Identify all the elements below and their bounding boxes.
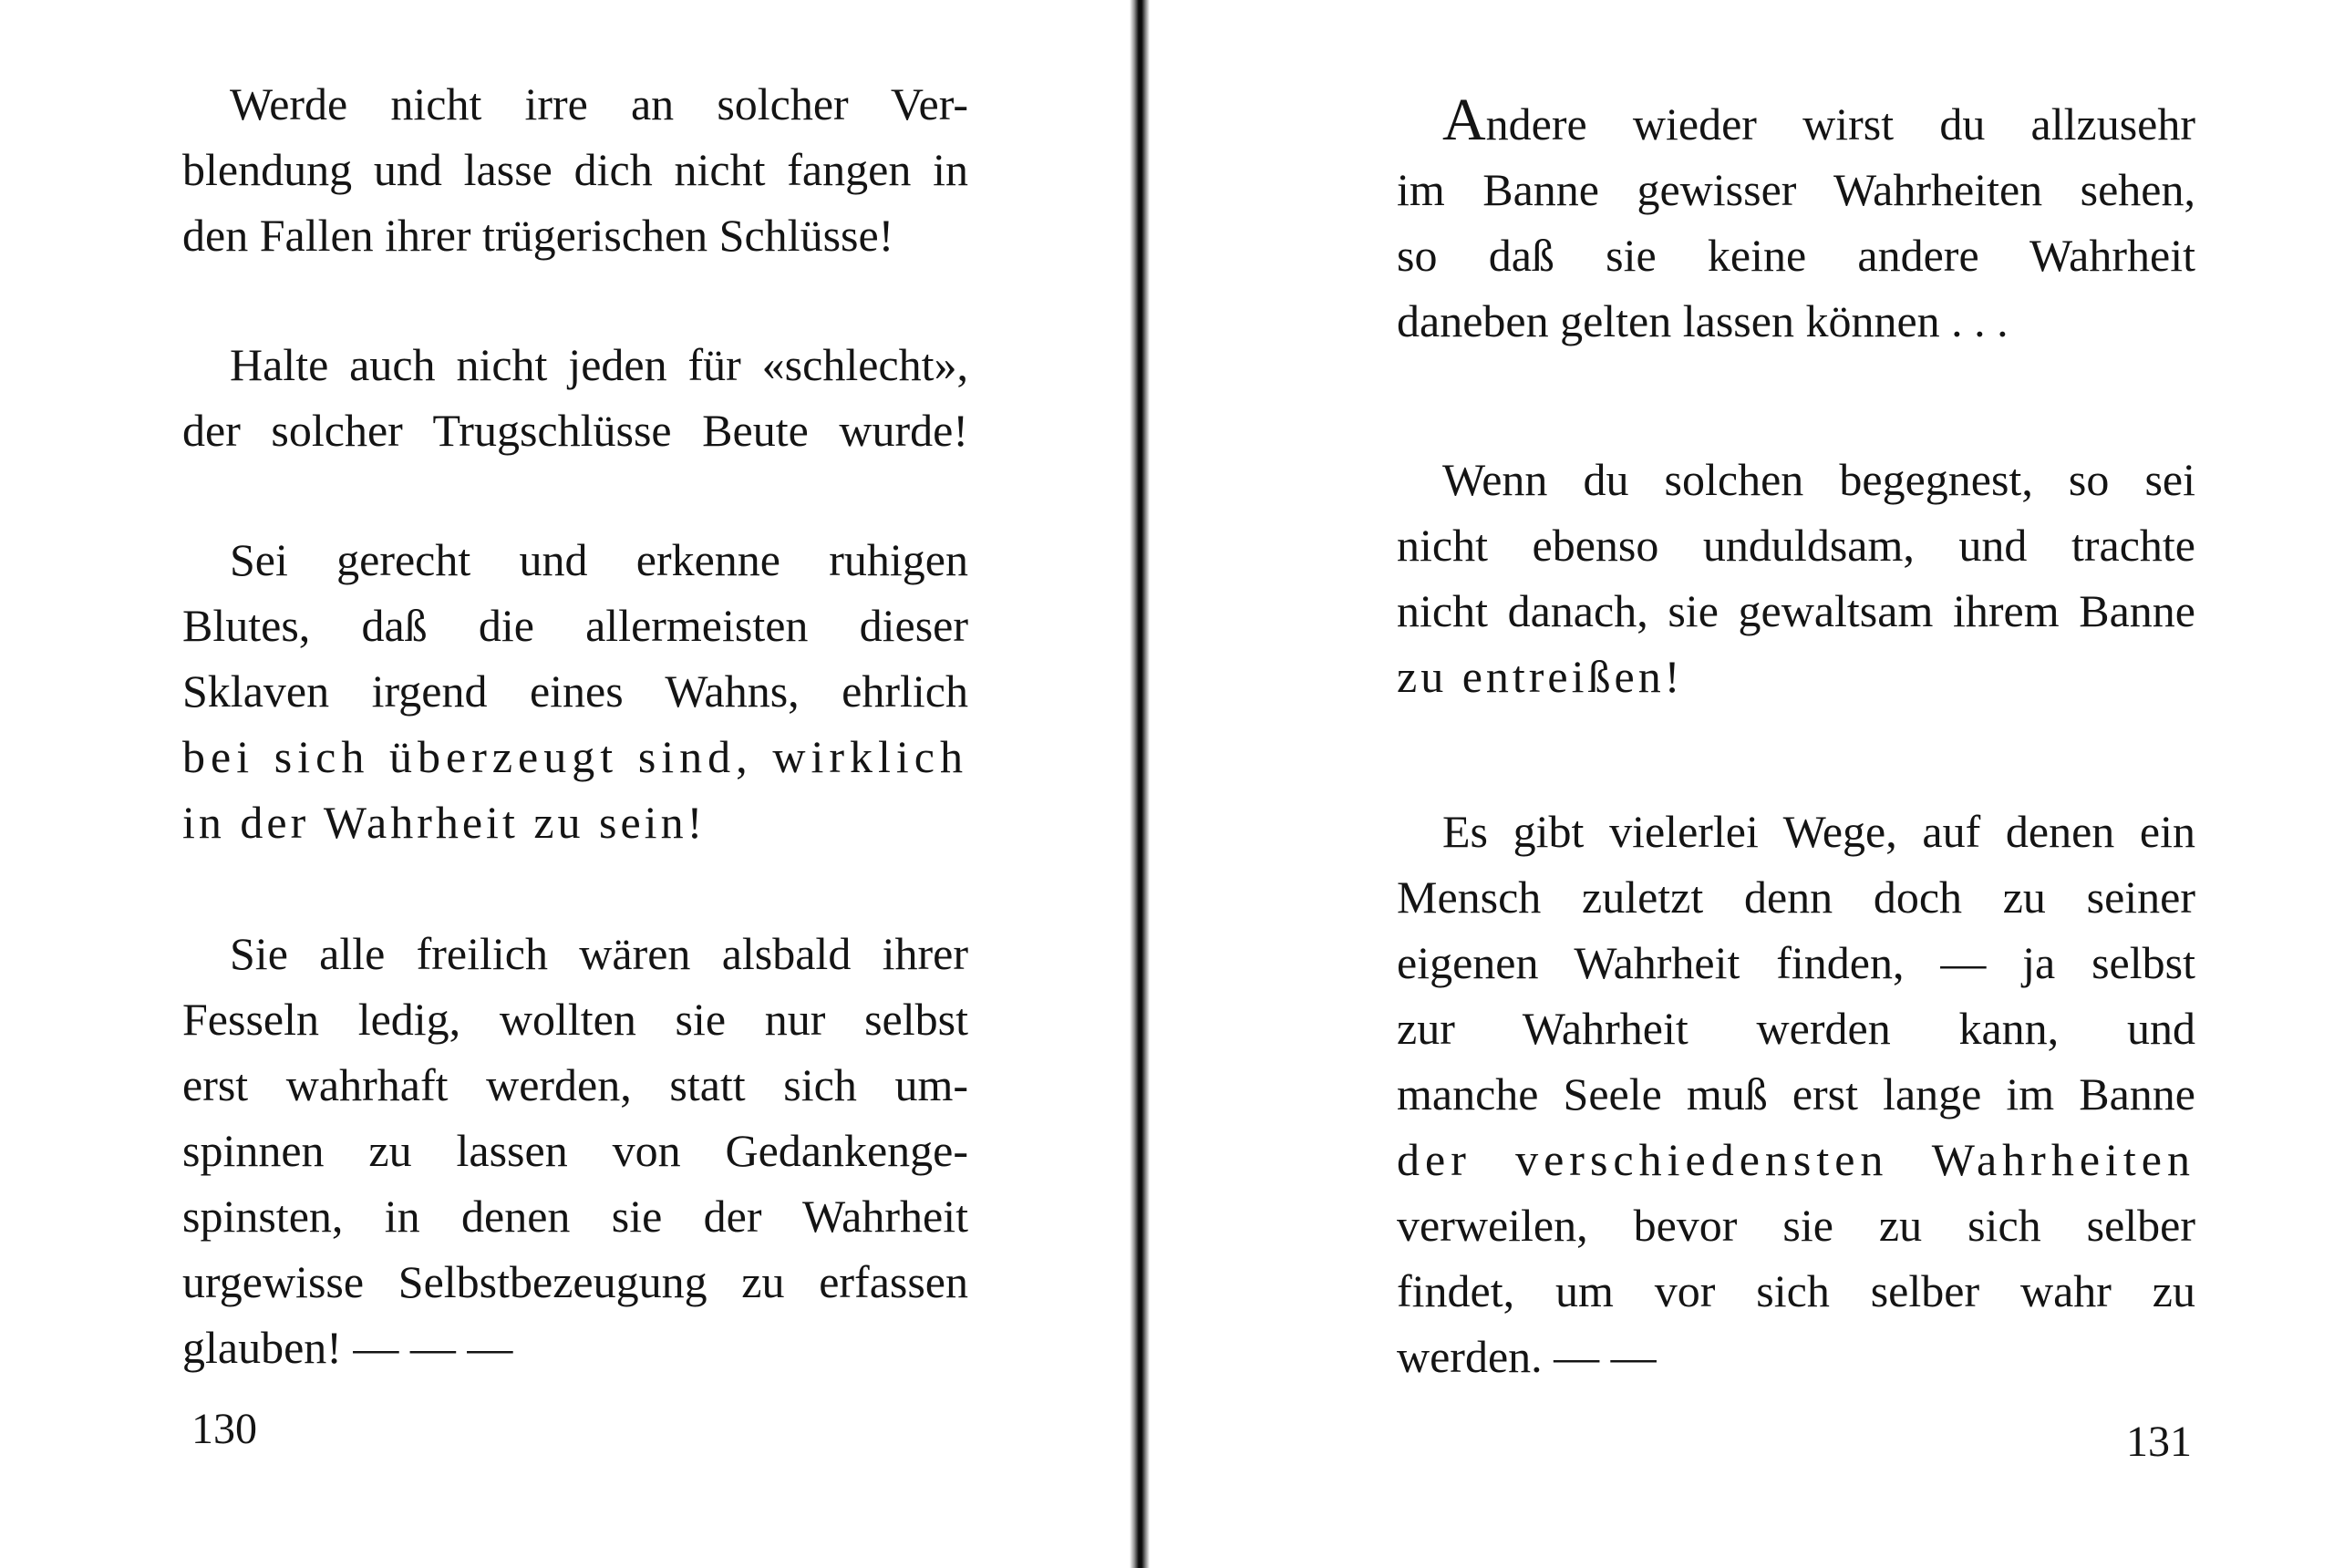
text-line: Werde nicht irre an solcher Ver- xyxy=(230,78,968,129)
text-line: Sei gerecht und erkenne ruhigen xyxy=(230,534,968,585)
text-line: der verschiedensten Wahrheiten xyxy=(1397,1134,2195,1185)
text-line: manche Seele muß erst lange im Banne xyxy=(1397,1068,2195,1119)
text-line: so daß sie keine andere Wahrheit xyxy=(1397,230,2195,281)
text-line: werden. — — xyxy=(1397,1331,1657,1382)
text-line: findet, um vor sich selber wahr zu xyxy=(1397,1265,2195,1316)
text-line: den Fallen ihrer trügerischen Schlüsse! xyxy=(182,210,894,261)
text-line xyxy=(1442,87,2195,157)
text-line: spinnen zu lassen von Gedankenge- xyxy=(182,1125,968,1176)
page-number-left: 130 xyxy=(191,1405,257,1453)
text-line: eigenen Wahrheit finden, — ja selbst xyxy=(1397,937,2195,988)
text-line: daneben gelten lassen können . . . xyxy=(1397,295,2009,346)
text-line: blendung und lasse dich nicht fangen in xyxy=(182,144,968,195)
text-line: nicht danach, sie gewaltsam ihrem Banne xyxy=(1397,585,2195,636)
text-line: in der Wahrheit zu sein! xyxy=(182,797,707,848)
text-line: spinsten, in denen sie der Wahrheit xyxy=(182,1191,968,1242)
text-line: glauben! — — — xyxy=(182,1322,513,1373)
text-line: Sie alle freilich wären alsbald ihrer xyxy=(230,928,968,979)
text-line: Mensch zuletzt denn doch zu seiner xyxy=(1397,872,2195,923)
text-line: Halte auch nicht jeden für «schlecht», xyxy=(230,339,968,390)
text-line: bei sich überzeugt sind, wirklich xyxy=(182,731,968,782)
text-line: Sklaven irgend eines Wahns, ehrlich xyxy=(182,665,968,717)
text-line: Es gibt vielerlei Wege, auf denen ein xyxy=(1442,806,2195,857)
text-line: Fesseln ledig, wollten sie nur selbst xyxy=(182,994,968,1045)
text-line: im Banne gewisser Wahrheiten sehen, xyxy=(1397,164,2195,215)
drop-letter: A xyxy=(1442,87,1486,153)
page-number-right: 131 xyxy=(2126,1418,2192,1466)
book-spine xyxy=(1130,0,1150,1568)
text-line: zu entreißen! xyxy=(1397,651,1684,702)
text-line: zur Wahrheit werden kann, und xyxy=(1397,1003,2195,1054)
text-line: Wenn du solchen begegnest, so sei xyxy=(1442,454,2195,505)
text-line: nicht ebenso unduldsam, und trachte xyxy=(1397,520,2195,571)
text-line-rest: ndere wieder wirst du allzusehr xyxy=(1485,98,2195,150)
text-line: verweilen, bevor sie zu sich selber xyxy=(1397,1200,2195,1251)
text-line: erst wahrhaft werden, statt sich um- xyxy=(182,1059,968,1110)
text-line: der solcher Trugschlüsse Beute wurde! xyxy=(182,405,968,456)
text-line: Blutes, daß die allermeisten dieser xyxy=(182,600,968,651)
text-line: urgewisse Selbstbezeugung zu erfassen xyxy=(182,1256,968,1307)
